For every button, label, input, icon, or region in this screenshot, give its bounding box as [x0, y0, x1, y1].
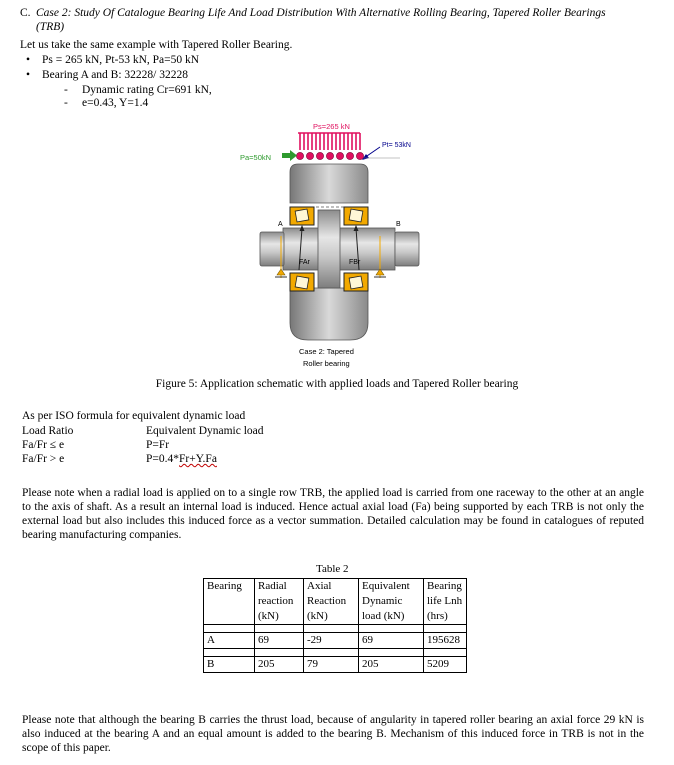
table-cell: -29 — [304, 633, 359, 649]
bearing-b-label: B — [396, 221, 401, 228]
table-title: Table 2 — [316, 563, 349, 575]
header-cell: Bearing — [204, 579, 255, 625]
header-cell: Equivalent Dynamic load (kN) — [359, 579, 424, 625]
table-cell: 205 — [255, 657, 304, 673]
tangential-load-markers — [296, 152, 363, 159]
ps-load-label: Ps=265 kN — [313, 122, 350, 131]
distributed-load-arrows — [298, 133, 360, 150]
pa-load-label: Pa=50kN — [240, 153, 272, 162]
formula-header-row — [22, 424, 422, 438]
section-title-line1: Case 2: Study Of Catalogue Bearing Life And Load Distribution With Alternative Rolling Bearing, Tapered Roller Bearings — [36, 7, 606, 19]
equivalent-load-header: Equivalent Dynamic load — [146, 425, 264, 437]
list-item: • Bearing A and B: 32228/ 32228 — [20, 68, 420, 83]
table-cell: 69 — [359, 633, 424, 649]
bearing-results-table — [203, 578, 467, 673]
header-cell: Axial Reaction (kN) — [304, 579, 359, 625]
housing-top — [290, 164, 368, 203]
shaft-collar — [318, 210, 340, 288]
section-title-line2: (TRB) — [36, 21, 65, 33]
table-cell: 205 — [359, 657, 424, 673]
equation-2-suffix: Fr+Y.Fa — [179, 453, 217, 465]
table-cell: 69 — [255, 633, 304, 649]
table-cell: 5209 — [424, 657, 467, 673]
table-cell: 79 — [304, 657, 359, 673]
induced-load-paragraph: Please note when a radial load is applied on to a single row TRB, the applied load is carried from one raceway to the other at an angle to the axis of shaft. As a result an internal load is induced. Hence actual axial load (Fa) being supported by each TRB is not only the external load but also includes this induced force as a vector summation. Detailed calculation may be found in catalogues of reputed bearing manufacturing companies. — [22, 487, 644, 541]
figure-caption: Figure 5: Application schematic with applied loads and Tapered Roller bearing — [155, 378, 519, 390]
table-cell: 195628 — [424, 633, 467, 649]
header-cell: Bearing life Lnh (hrs) — [424, 579, 467, 625]
table-cell: B — [204, 657, 255, 673]
bearing-a-label: A — [278, 221, 283, 228]
pa-arrow-shaft — [282, 153, 290, 158]
formula-row-1 — [22, 438, 422, 452]
thrust-load-paragraph: Please note that although the bearing B carries the thrust load, because of angularity in tapered roller bearing an axial force 29 kN is also induced at the bearing A and an equal amount is added to the bearing B. Mechanism of this induced force in TRB is not in the scope of this paper. — [22, 714, 644, 754]
section-heading — [20, 6, 660, 34]
shaft-right-end — [395, 232, 419, 266]
load-bullet-list — [20, 53, 420, 83]
pa-arrowhead — [290, 150, 297, 161]
list-item: - Dynamic rating Cr=691 kN, — [60, 84, 360, 97]
formula-row-2 — [22, 452, 422, 466]
reaction-force-a-label: FAr — [299, 259, 310, 266]
section-letter: C. — [20, 7, 31, 19]
intro-text: Let us take the same example with Tapered Roller Bearing. — [20, 39, 293, 51]
list-item: • Ps = 265 kN, Pt-53 kN, Pa=50 kN — [20, 53, 420, 68]
bearing-spec-list — [60, 84, 360, 110]
table-header-row — [204, 579, 467, 625]
equation-2-prefix: P=0.4* — [146, 453, 180, 465]
reaction-force-b-label: FBr — [349, 259, 361, 266]
housing-bottom — [290, 288, 368, 340]
shaft-left-end — [260, 232, 284, 266]
list-item: - e=0.43, Y=1.4 — [60, 97, 360, 110]
equation-2 — [146, 452, 217, 466]
equation-1: P=Fr — [146, 439, 170, 451]
ratio-condition-1: Fa/Fr ≤ e — [22, 439, 65, 451]
figure-case-line1: Case 2: Tapered — [299, 347, 354, 356]
header-cell: Radial reaction (kN) — [255, 579, 304, 625]
iso-intro: As per ISO formula for equivalent dynamic load — [22, 410, 246, 422]
pt-load-label: Pt= 53kN — [382, 142, 411, 149]
figure-case-line2: Roller bearing — [303, 359, 350, 368]
bearing-schematic — [200, 118, 480, 378]
load-ratio-header: Load Ratio — [22, 425, 74, 437]
table-cell: A — [204, 633, 255, 649]
ratio-condition-2: Fa/Fr > e — [22, 453, 65, 465]
table-row — [204, 633, 467, 649]
table-row — [204, 657, 467, 673]
